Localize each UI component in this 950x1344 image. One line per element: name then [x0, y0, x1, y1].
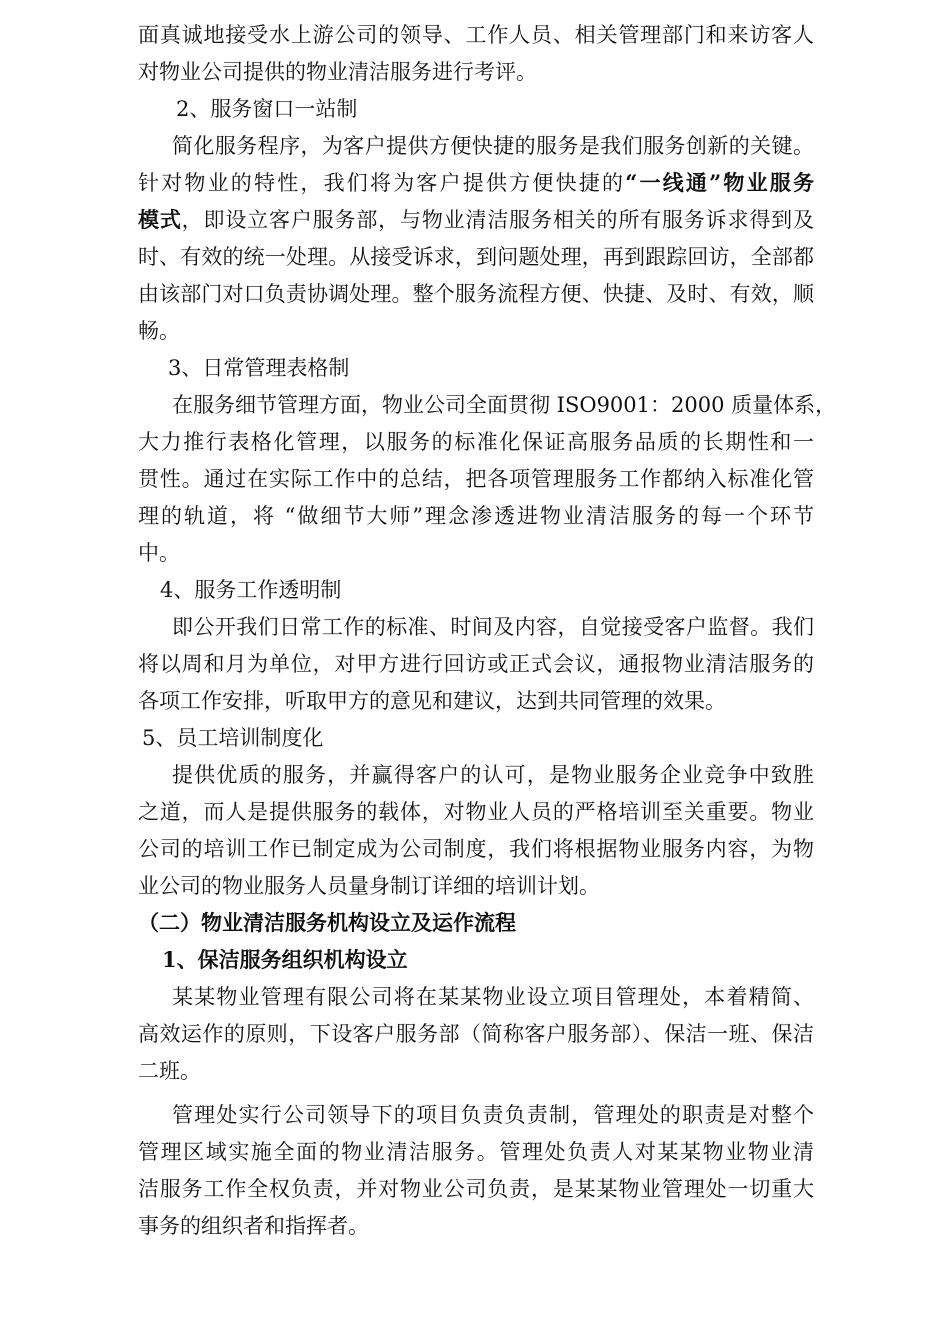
bold-text-run: 模式 [138, 207, 182, 232]
text-run: 针对物业的特性，我们将为客户提供方便快捷的 [138, 171, 626, 195]
paragraph-line: 二班。 [138, 1059, 201, 1083]
section-heading: 2、服务窗口一站制 [176, 97, 358, 121]
paragraph-line: 将以周和月为单位，对甲方进行回访或正式会议，通报物业清洁服务的 [138, 652, 814, 676]
paragraph-line: 提供优质的服务，并赢得客户的认可，是物业服务企业竞争中致胜 [172, 763, 814, 787]
paragraph-line: 洁服务工作全权负责，并对物业公司负责，是某某物业管理处一切重大 [138, 1177, 814, 1201]
paragraph-line: 畅。 [138, 319, 180, 343]
paragraph-line: 在服务细节管理方面，物业公司全面贯彻 ISO9001：2000 质量体系， [172, 393, 837, 417]
paragraph-line: 之道，而人是提供服务的载体，对物业人员的严格培训至关重要。物业 [138, 800, 814, 824]
paragraph-line: 中。 [138, 541, 180, 565]
chapter-heading: （二）物业清洁服务机构设立及运作流程 [138, 910, 516, 935]
paragraph-line: 简化服务程序，为客户提供方便快捷的服务是我们服务创新的关键。 [172, 134, 814, 158]
section-heading: 3、日常管理表格制 [168, 356, 350, 380]
paragraph-line: 业公司的物业服务人员量身制订详细的培训计划。 [138, 874, 600, 898]
paragraph-line [138, 203, 814, 237]
paragraph-line: 各项工作安排，听取甲方的意见和建议，达到共同管理的效果。 [138, 689, 726, 713]
paragraph-line [138, 166, 814, 200]
paragraph-line: 由该部门对口负责协调处理。整个服务流程方便、快捷、及时、有效，顺 [138, 282, 814, 306]
paragraph-line: 公司的培训工作已制定成为公司制度，我们将根据物业服务内容，为物 [138, 837, 814, 861]
section-heading: 4、服务工作透明制 [160, 578, 342, 602]
bold-text-run: “一线通”物业服务 [625, 170, 814, 195]
paragraph-line: 高效运作的原则，下设客户服务部（简称客户服务部）、保洁一班、保洁 [138, 1022, 814, 1046]
paragraph-line: 对物业公司提供的物业清洁服务进行考评。 [138, 60, 537, 84]
paragraph-line: 理的轨道，将 “做细节大师”理念渗透进物业清洁服务的每一个环节 [138, 504, 814, 528]
paragraph-line: 大力推行表格化管理，以服务的标准化保证高服务品质的长期性和一 [138, 430, 814, 454]
paragraph-line: 管理处实行公司领导下的项目负责负责制，管理处的职责是对整个 [172, 1103, 814, 1127]
paragraph-line: 时、有效的统一处理。从接受诉求，到问题处理，再到跟踪回访，全部都 [138, 245, 814, 269]
paragraph-line: 即公开我们日常工作的标准、时间及内容，自觉接受客户监督。我们 [172, 615, 814, 639]
paragraph-line: 面真诚地接受水上游公司的领导、工作人员、相关管理部门和来访客人 [138, 23, 814, 47]
text-run: ，即设立客户服务部，与物业清洁服务相关的所有服务诉求得到及 [181, 208, 815, 232]
paragraph-line: 事务的组织者和指挥者。 [138, 1214, 369, 1238]
section-heading: 1、保洁服务组织机构设立 [162, 947, 408, 972]
paragraph-line: 管理区域实施全面的物业清洁服务。管理处负责人对某某物业物业清 [138, 1140, 814, 1164]
paragraph-line: 贯性。通过在实际工作中的总结，把各项管理服务工作都纳入标准化管 [138, 467, 814, 491]
section-heading: 5、员工培训制度化 [142, 726, 324, 750]
paragraph-line: 某某物业管理有限公司将在某某物业设立项目管理处，本着精简、 [172, 985, 814, 1009]
